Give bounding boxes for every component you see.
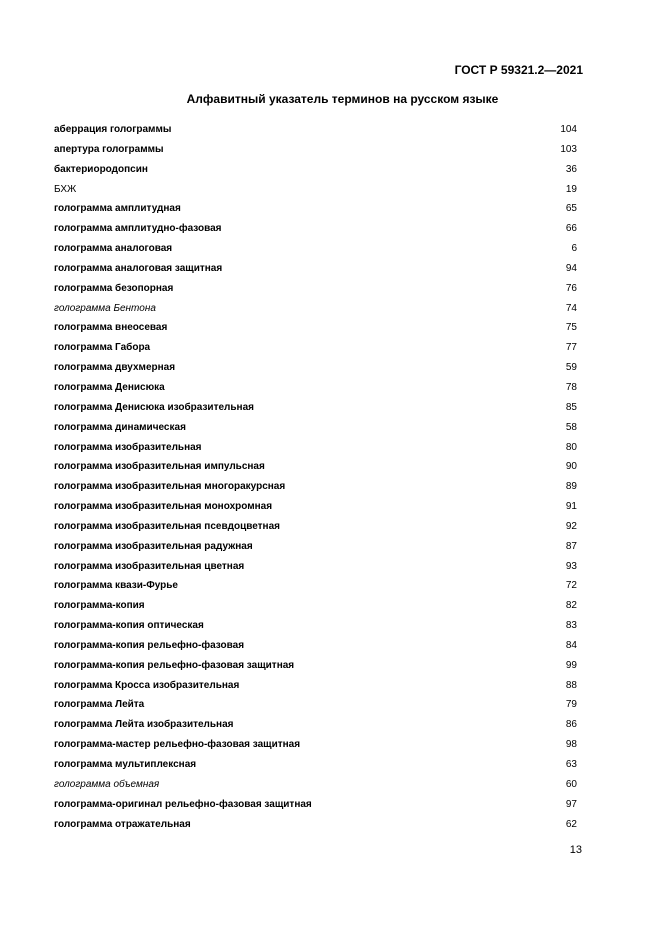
index-entry — [54, 180, 577, 200]
index-term: голограмма безопорная — [54, 282, 174, 294]
index-entry — [54, 438, 577, 458]
index-term: голограмма амплитудно-фазовая — [54, 223, 222, 235]
index-page-ref: 78 — [565, 381, 577, 393]
index-term: голограмма аналоговая защитная — [54, 262, 223, 274]
index-entry — [54, 695, 577, 715]
index-entry — [54, 120, 577, 140]
index-entry — [54, 735, 577, 755]
index-entry — [54, 299, 577, 319]
index-entry — [54, 358, 577, 378]
index-page-ref: 90 — [565, 461, 577, 473]
index-entry — [54, 477, 577, 497]
index-entry — [54, 775, 577, 795]
index-page-ref: 19 — [565, 183, 577, 195]
index-term: голограмма динамическая — [54, 421, 186, 433]
index-term: голограмма-копия — [54, 600, 145, 612]
index-entry — [54, 755, 577, 775]
index-page-ref: 62 — [565, 818, 577, 830]
index-term: голограмма объемная — [54, 778, 160, 790]
index-term: голограмма Денисюка изобразительная — [54, 401, 254, 413]
index-page-ref: 82 — [565, 600, 577, 612]
index-entry — [54, 656, 577, 676]
index-entry — [54, 259, 577, 279]
index-page-ref: 59 — [565, 362, 577, 374]
index-entry — [54, 557, 577, 577]
index-term: голограмма аналоговая — [54, 243, 173, 255]
index-entry — [54, 636, 577, 656]
index-page-ref: 80 — [565, 441, 577, 453]
index-term: апертура голограммы — [54, 143, 164, 155]
index-page-ref: 97 — [565, 798, 577, 810]
index-term: голограмма изобразительная монохромная — [54, 501, 273, 513]
index-page-ref: 99 — [565, 659, 577, 671]
index-term: голограмма Лейта изобразительная — [54, 719, 234, 731]
index-page-ref: 86 — [565, 719, 577, 731]
index-page-ref: 65 — [565, 203, 577, 215]
index-term: голограмма Денисюка — [54, 381, 165, 393]
page-title: Алфавитный указатель терминов на русском языке — [186, 92, 499, 106]
index-term: голограмма-оригинал рельефно-фазовая защитная — [54, 798, 312, 810]
index-term: бактериородопсин — [54, 163, 148, 175]
index-page-ref: 74 — [565, 302, 577, 314]
index-entry — [54, 338, 577, 358]
index-page-ref: 75 — [565, 322, 577, 334]
index-page-ref: 72 — [565, 580, 577, 592]
index-page-ref: 58 — [565, 421, 577, 433]
index-term: аберрация голограммы — [54, 124, 172, 135]
index-entry — [54, 199, 577, 219]
index-entry — [54, 398, 577, 418]
index-page-ref: 60 — [565, 778, 577, 790]
index-term: голограмма Габора — [54, 342, 151, 354]
index-page-ref: 103 — [560, 143, 577, 155]
index-page-ref: 92 — [565, 520, 577, 532]
index-entry — [54, 676, 577, 696]
index-term: голограмма двухмерная — [54, 362, 176, 374]
index-term: голограмма-копия рельефно-фазовая защитная — [54, 659, 295, 671]
index-entry — [54, 160, 577, 180]
index-page-ref: 89 — [565, 481, 577, 493]
index-page-ref: 98 — [565, 739, 577, 751]
index-page-ref: 87 — [565, 540, 577, 552]
index-term: голограмма изобразительная многоракурсная — [54, 481, 286, 493]
index-page-ref: 76 — [565, 282, 577, 294]
index-entry — [54, 378, 577, 398]
index-page-ref: 79 — [565, 699, 577, 711]
index-term: голограмма изобразительная — [54, 441, 202, 453]
index-page-ref: 93 — [565, 560, 577, 572]
index-page-ref: 77 — [565, 342, 577, 354]
index-entry — [54, 279, 577, 299]
page-number: 13 — [569, 844, 582, 856]
index-entry — [54, 596, 577, 616]
index-entry — [54, 616, 577, 636]
index-page-ref: 6 — [571, 243, 577, 255]
index-term: голограмма мультиплексная — [54, 759, 197, 770]
index-term: голограмма отражательная — [54, 818, 191, 830]
index-term: голограмма квази-Фурье — [54, 580, 178, 592]
term-index-list — [54, 120, 577, 834]
index-entry — [54, 239, 577, 259]
index-page-ref: 88 — [565, 679, 577, 691]
index-entry — [54, 576, 577, 596]
index-page-ref: 83 — [565, 620, 577, 632]
index-page-ref: 84 — [565, 639, 577, 651]
index-entry — [54, 219, 577, 239]
index-entry — [54, 140, 577, 160]
index-entry — [54, 795, 577, 815]
index-term: голограмма-мастер рельефно-фазовая защитная — [54, 739, 301, 751]
index-page-ref: 104 — [560, 124, 577, 135]
index-entry — [54, 418, 577, 438]
index-page-ref: 66 — [565, 223, 577, 235]
index-term: голограмма амплитудная — [54, 203, 181, 215]
index-page-ref: 91 — [565, 501, 577, 513]
index-term: голограмма Бентона — [54, 302, 156, 314]
index-term: голограмма изобразительная цветная — [54, 560, 245, 572]
index-page-ref: 36 — [565, 163, 577, 175]
index-term: голограмма-копия оптическая — [54, 620, 204, 632]
index-entry — [54, 318, 577, 338]
index-entry — [54, 715, 577, 735]
index-entry — [54, 815, 577, 835]
index-page-ref: 94 — [565, 262, 577, 274]
index-term: голограмма изобразительная радужная — [54, 540, 253, 552]
index-term: голограмма Кросса изобразительная — [54, 679, 240, 691]
index-term: голограмма внеосевая — [54, 322, 168, 334]
index-term: голограмма Лейта — [54, 699, 145, 711]
index-entry — [54, 517, 577, 537]
index-page-ref: 85 — [565, 401, 577, 413]
index-term: голограмма изобразительная импульсная — [54, 461, 265, 473]
index-term: голограмма-копия рельефно-фазовая — [54, 639, 245, 651]
index-term: БХЖ — [54, 183, 77, 195]
index-page-ref: 63 — [565, 759, 577, 770]
index-term: голограмма изобразительная псевдоцветная — [54, 520, 280, 532]
index-entry — [54, 497, 577, 517]
index-entry — [54, 537, 577, 557]
index-entry — [54, 457, 577, 477]
document-code: ГОСТ Р 59321.2—2021 — [454, 63, 583, 77]
